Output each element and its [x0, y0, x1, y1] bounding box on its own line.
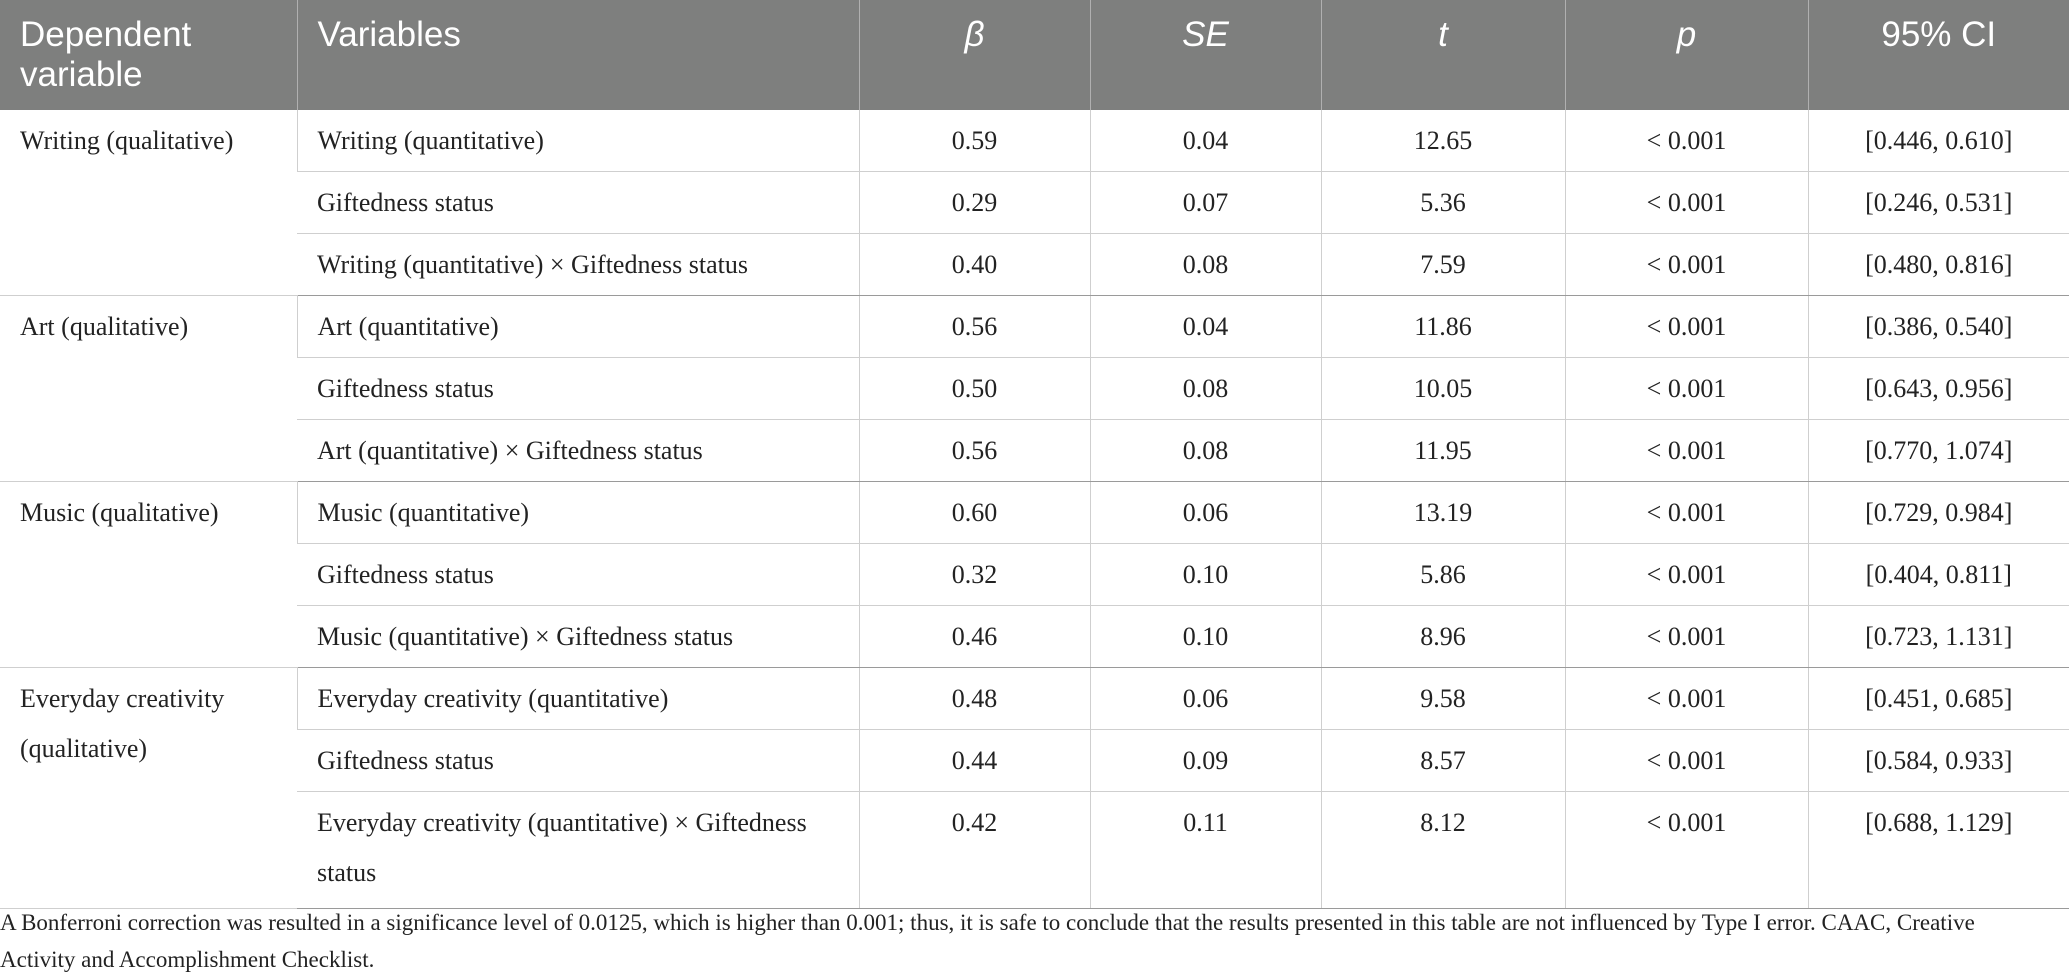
- beta-cell: 0.56: [859, 296, 1090, 358]
- t-cell: 8.57: [1321, 730, 1565, 792]
- header-row: [0, 0, 2069, 110]
- ci-cell: [0.246, 0.531]: [1808, 172, 2069, 234]
- table-row: [0, 482, 2069, 544]
- t-cell: 8.12: [1321, 792, 1565, 909]
- variable-cell: Everyday creativity (quantitative): [297, 668, 859, 730]
- variable-cell: Art (quantitative): [297, 296, 859, 358]
- p-cell: < 0.001: [1565, 730, 1808, 792]
- beta-cell: 0.56: [859, 420, 1090, 482]
- beta-cell: 0.59: [859, 110, 1090, 172]
- t-cell: 11.95: [1321, 420, 1565, 482]
- dependent-variable-cell: Everyday creativity (qualitative): [0, 668, 297, 909]
- header-beta: β: [859, 0, 1090, 110]
- dependent-variable-cell: Writing (qualitative): [0, 110, 297, 296]
- table-header: [0, 0, 2069, 110]
- ci-cell: [0.446, 0.610]: [1808, 110, 2069, 172]
- p-cell: < 0.001: [1565, 792, 1808, 909]
- header-t: t: [1321, 0, 1565, 110]
- ci-cell: [0.404, 0.811]: [1808, 544, 2069, 606]
- ci-cell: [0.480, 0.816]: [1808, 234, 2069, 296]
- header-variables: Variables: [297, 0, 859, 110]
- se-cell: 0.08: [1090, 358, 1321, 420]
- beta-cell: 0.29: [859, 172, 1090, 234]
- table-row: [0, 110, 2069, 172]
- t-cell: 5.36: [1321, 172, 1565, 234]
- t-cell: 11.86: [1321, 296, 1565, 358]
- p-cell: < 0.001: [1565, 668, 1808, 730]
- se-cell: 0.06: [1090, 482, 1321, 544]
- table-footnote: A Bonferroni correction was resulted in a significance level of 0.0125, which is higher than 0.001; thus, it is safe to conclude that the results presented in this table are not influenced by Type I error. CAAC, Creative Activity and Accomplishment Checklist.: [0, 910, 1975, 972]
- variable-cell: Giftedness status: [297, 544, 859, 606]
- ci-cell: [0.729, 0.984]: [1808, 482, 2069, 544]
- table-row: [0, 296, 2069, 358]
- ci-cell: [0.770, 1.074]: [1808, 420, 2069, 482]
- ci-cell: [0.451, 0.685]: [1808, 668, 2069, 730]
- table-row: [0, 730, 2069, 792]
- ci-cell: [0.688, 1.129]: [1808, 792, 2069, 909]
- dependent-variable-cell: Art (qualitative): [0, 296, 297, 482]
- se-cell: 0.06: [1090, 668, 1321, 730]
- t-cell: 5.86: [1321, 544, 1565, 606]
- p-cell: < 0.001: [1565, 482, 1808, 544]
- p-cell: < 0.001: [1565, 110, 1808, 172]
- variable-cell: Everyday creativity (quantitative) × Giftedness status: [297, 792, 859, 909]
- variable-cell: Giftedness status: [297, 730, 859, 792]
- beta-cell: 0.46: [859, 606, 1090, 668]
- se-cell: 0.07: [1090, 172, 1321, 234]
- variable-cell: Art (quantitative) × Giftedness status: [297, 420, 859, 482]
- variable-cell: Writing (quantitative): [297, 110, 859, 172]
- se-cell: 0.10: [1090, 544, 1321, 606]
- beta-cell: 0.48: [859, 668, 1090, 730]
- table-row: [0, 668, 2069, 730]
- variable-cell: Writing (quantitative) × Giftedness status: [297, 234, 859, 296]
- ci-cell: [0.643, 0.956]: [1808, 358, 2069, 420]
- variable-cell: Music (quantitative) × Giftedness status: [297, 606, 859, 668]
- table-row: [0, 544, 2069, 606]
- beta-cell: 0.40: [859, 234, 1090, 296]
- header-dependent-variable: Dependent variable: [20, 15, 192, 94]
- table-row: [0, 420, 2069, 482]
- ci-cell: [0.386, 0.540]: [1808, 296, 2069, 358]
- t-cell: 7.59: [1321, 234, 1565, 296]
- header-p: p: [1565, 0, 1808, 110]
- p-cell: < 0.001: [1565, 606, 1808, 668]
- se-cell: 0.08: [1090, 234, 1321, 296]
- p-cell: < 0.001: [1565, 358, 1808, 420]
- ci-cell: [0.723, 1.131]: [1808, 606, 2069, 668]
- dependent-variable-cell: Music (qualitative): [0, 482, 297, 668]
- se-cell: 0.09: [1090, 730, 1321, 792]
- se-cell: 0.04: [1090, 110, 1321, 172]
- beta-cell: 0.60: [859, 482, 1090, 544]
- ci-cell: [0.584, 0.933]: [1808, 730, 2069, 792]
- se-cell: 0.08: [1090, 420, 1321, 482]
- header-se: SE: [1090, 0, 1321, 110]
- beta-cell: 0.50: [859, 358, 1090, 420]
- se-cell: 0.04: [1090, 296, 1321, 358]
- beta-cell: 0.44: [859, 730, 1090, 792]
- t-cell: 12.65: [1321, 110, 1565, 172]
- variable-cell: Giftedness status: [297, 358, 859, 420]
- p-cell: < 0.001: [1565, 234, 1808, 296]
- se-cell: 0.11: [1090, 792, 1321, 909]
- t-cell: 10.05: [1321, 358, 1565, 420]
- beta-cell: 0.42: [859, 792, 1090, 909]
- p-cell: < 0.001: [1565, 296, 1808, 358]
- table-row: [0, 172, 2069, 234]
- p-cell: < 0.001: [1565, 544, 1808, 606]
- se-cell: 0.10: [1090, 606, 1321, 668]
- variable-cell: Giftedness status: [297, 172, 859, 234]
- header-ci: 95% CI: [1808, 0, 2069, 110]
- t-cell: 9.58: [1321, 668, 1565, 730]
- beta-cell: 0.32: [859, 544, 1090, 606]
- table-row: [0, 606, 2069, 668]
- t-cell: 13.19: [1321, 482, 1565, 544]
- p-cell: < 0.001: [1565, 172, 1808, 234]
- table-row: [0, 792, 2069, 909]
- variable-cell: Music (quantitative): [297, 482, 859, 544]
- table-row: [0, 234, 2069, 296]
- t-cell: 8.96: [1321, 606, 1565, 668]
- table-body: [0, 110, 2069, 909]
- p-cell: < 0.001: [1565, 420, 1808, 482]
- table-row: [0, 358, 2069, 420]
